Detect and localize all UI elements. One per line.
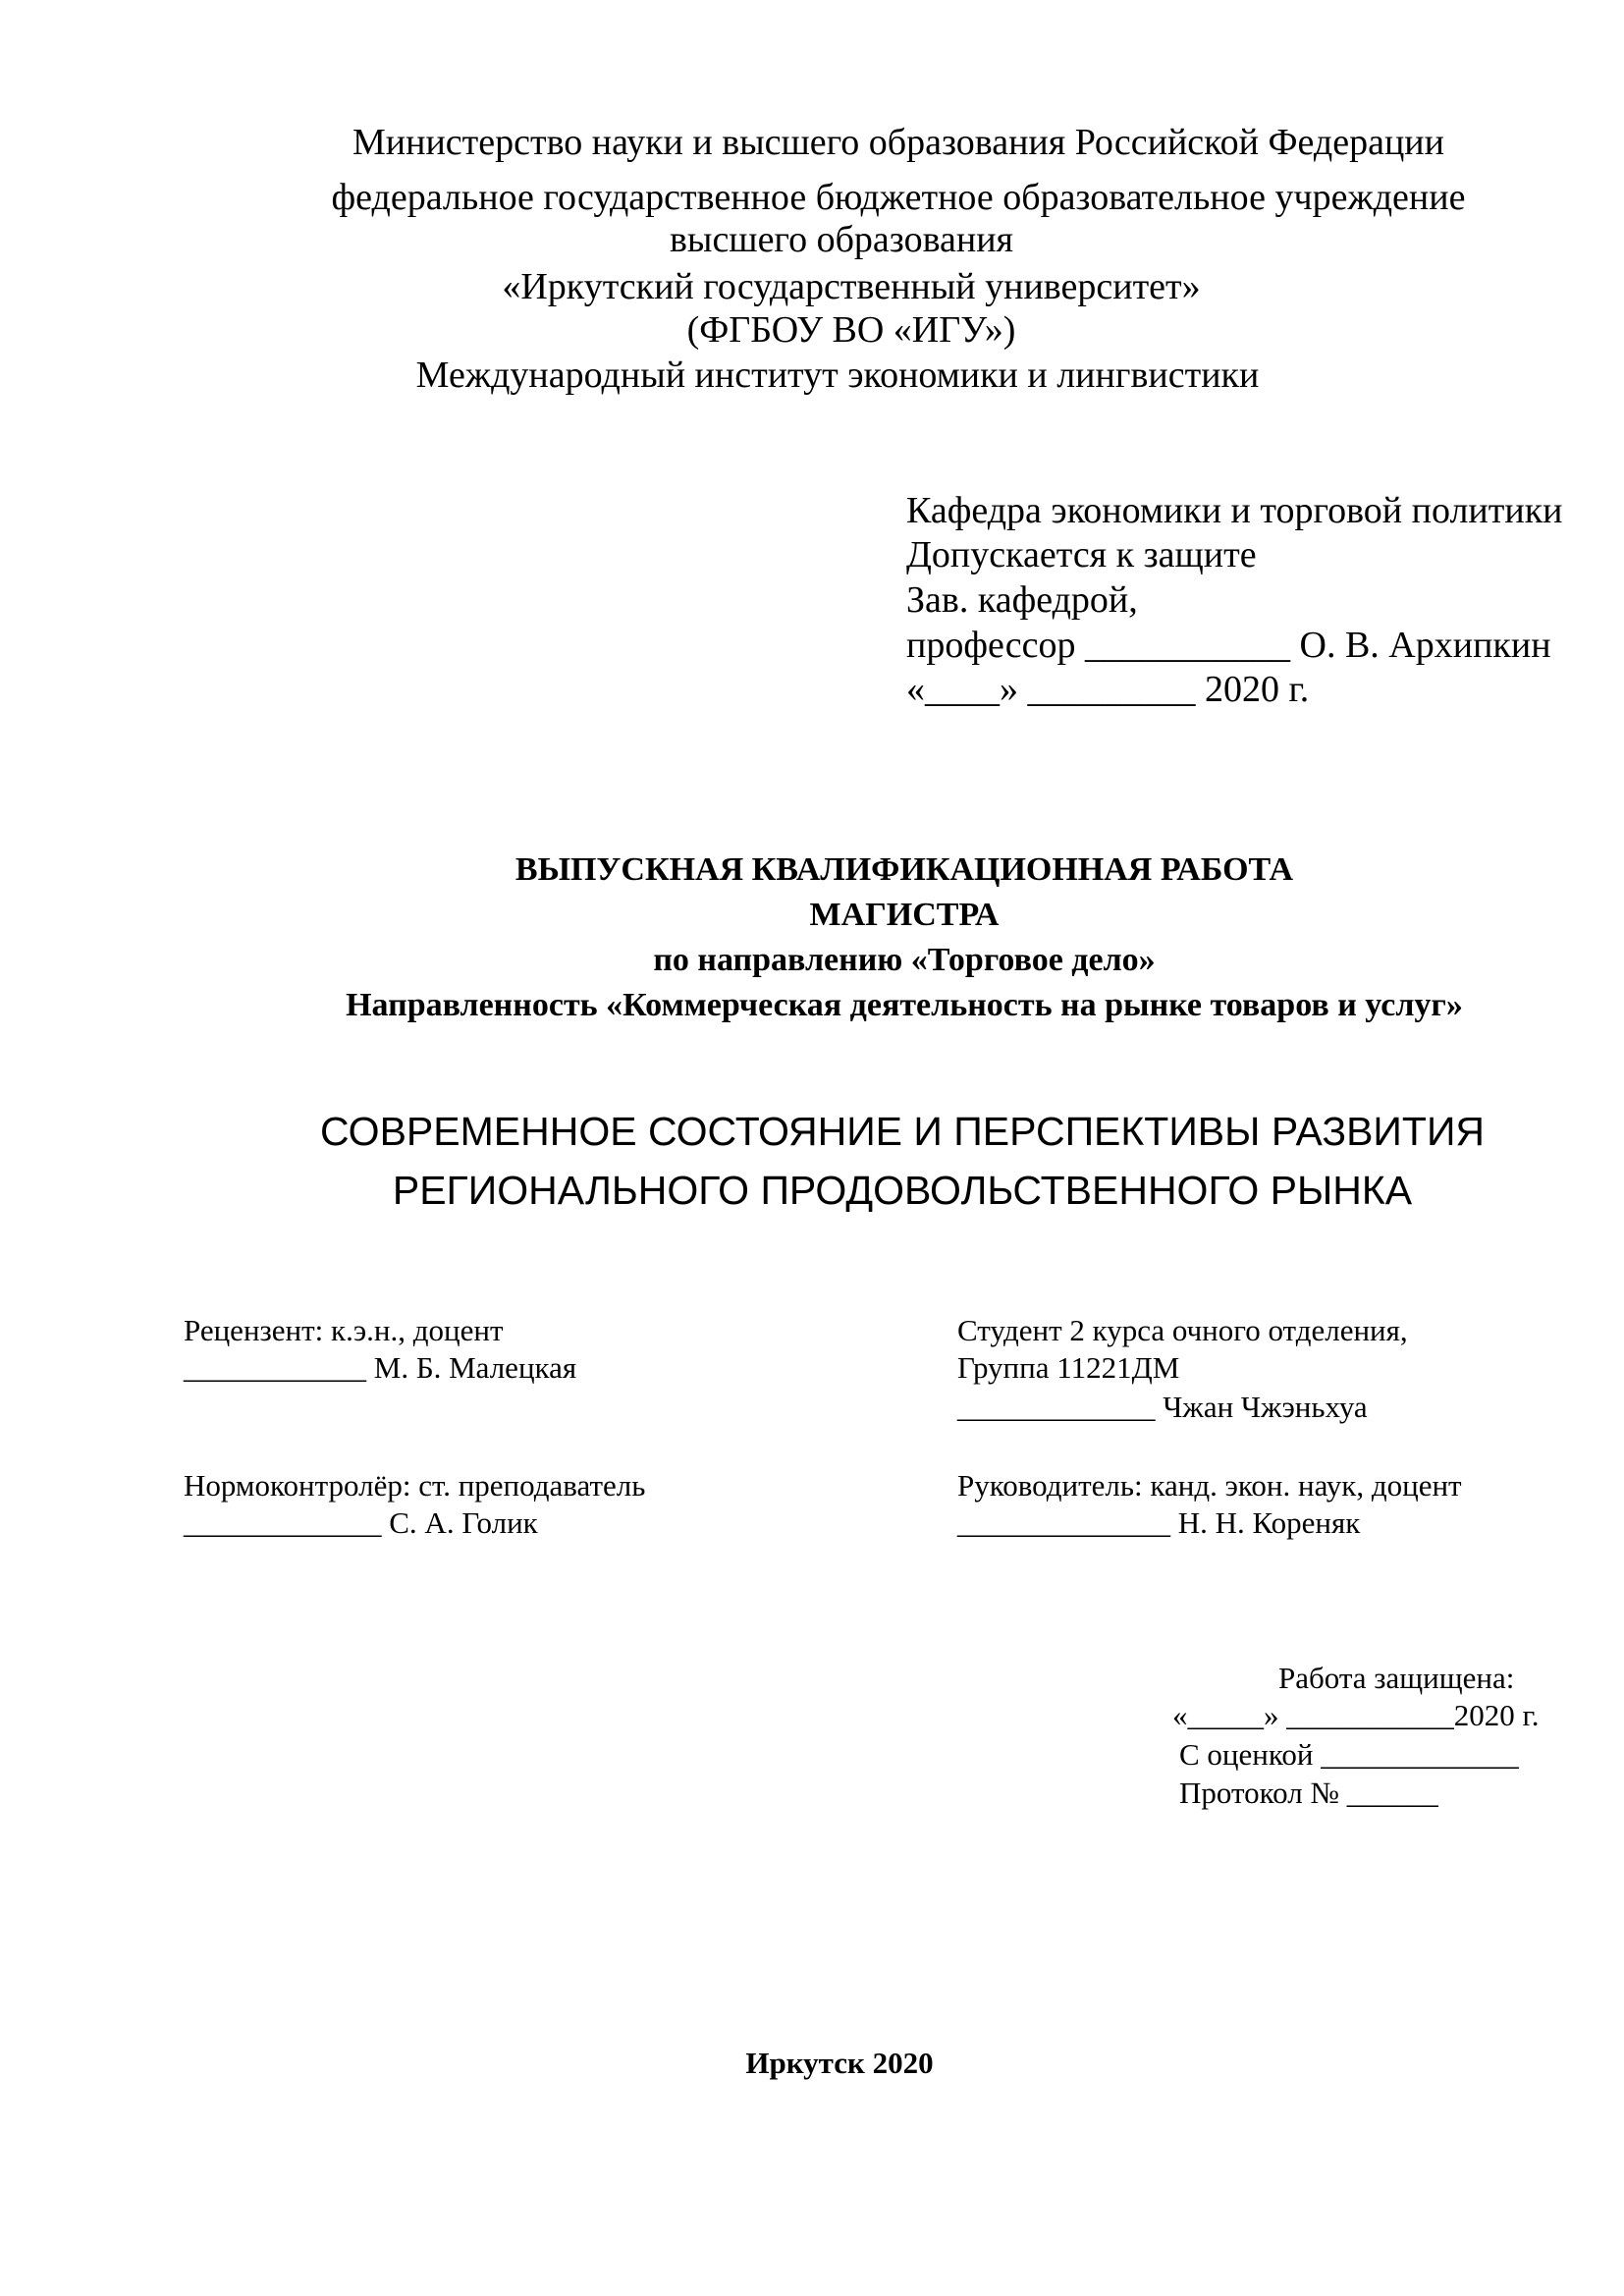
education-level-line: высшего образования (669, 219, 1014, 260)
city-year: Иркутск 2020 (745, 2046, 934, 2080)
topic-line-2: РЕГИОНАЛЬНОГО ПРОДОВОЛЬСТВЕННОГО РЫНКА (392, 1168, 1413, 1213)
head-of-department-line: Зав. кафедрой, (906, 579, 1138, 621)
admission-line: Допускается к защите (906, 534, 1257, 575)
professor-signature-line: профессор ___________ О. В. Архипкин (906, 625, 1551, 666)
student-group: Группа 11221ДМ (957, 1350, 1180, 1385)
reviewer-title: Рецензент: к.э.н., доцент (184, 1313, 504, 1347)
institute-line: Международный институт экономики и лингвистики (415, 355, 1260, 396)
reviewer-signature: ____________ М. Б. Малецкая (184, 1350, 577, 1385)
student-course: Студент 2 курса очного отделения, (957, 1313, 1408, 1347)
specialization-line: Направленность «Коммерческая деятельность на рынке товаров и услуг» (346, 987, 1463, 1023)
university-abbrev-line: (ФГБОУ ВО «ИГУ») (686, 309, 1016, 351)
ministry-line: Министерство науки и высшего образования Российской Федерации (352, 122, 1444, 163)
direction-line: по направлению «Торговое дело» (653, 942, 1156, 978)
department-name: Кафедра экономики и торговой политики (906, 490, 1563, 531)
student-signature: _____________ Чжан Чжэньхуа (957, 1390, 1368, 1424)
defense-protocol: Протокол № ______ (1179, 1776, 1438, 1810)
normcontrol-signature: _____________ С. А. Голик (184, 1505, 538, 1540)
approval-date-line: «____» _________ 2020 г. (906, 669, 1310, 710)
institution-type-line: федеральное государственное бюджетное образовательное учреждение (331, 177, 1466, 218)
work-type-line: ВЫПУСКНАЯ КВАЛИФИКАЦИОННАЯ РАБОТА (514, 851, 1294, 888)
supervisor-title: Руководитель: канд. экон. наук, доцент (957, 1468, 1462, 1503)
defense-grade: С оценкой _____________ (1179, 1737, 1519, 1772)
topic-line-1: СОВРЕМЕННОЕ СОСТОЯНИЕ И ПЕРСПЕКТИВЫ РАЗВИТИЯ (319, 1109, 1486, 1154)
supervisor-signature: ______________ Н. Н. Кореняк (957, 1505, 1361, 1540)
degree-line: МАГИСТРА (809, 897, 1000, 933)
defense-date: «_____» ___________2020 г. (1172, 1698, 1540, 1732)
defense-status: Работа защищена: (1278, 1661, 1515, 1695)
university-name-line: «Иркутский государственный университет» (502, 266, 1201, 307)
normcontrol-title: Нормоконтролёр: ст. преподаватель (184, 1468, 646, 1503)
